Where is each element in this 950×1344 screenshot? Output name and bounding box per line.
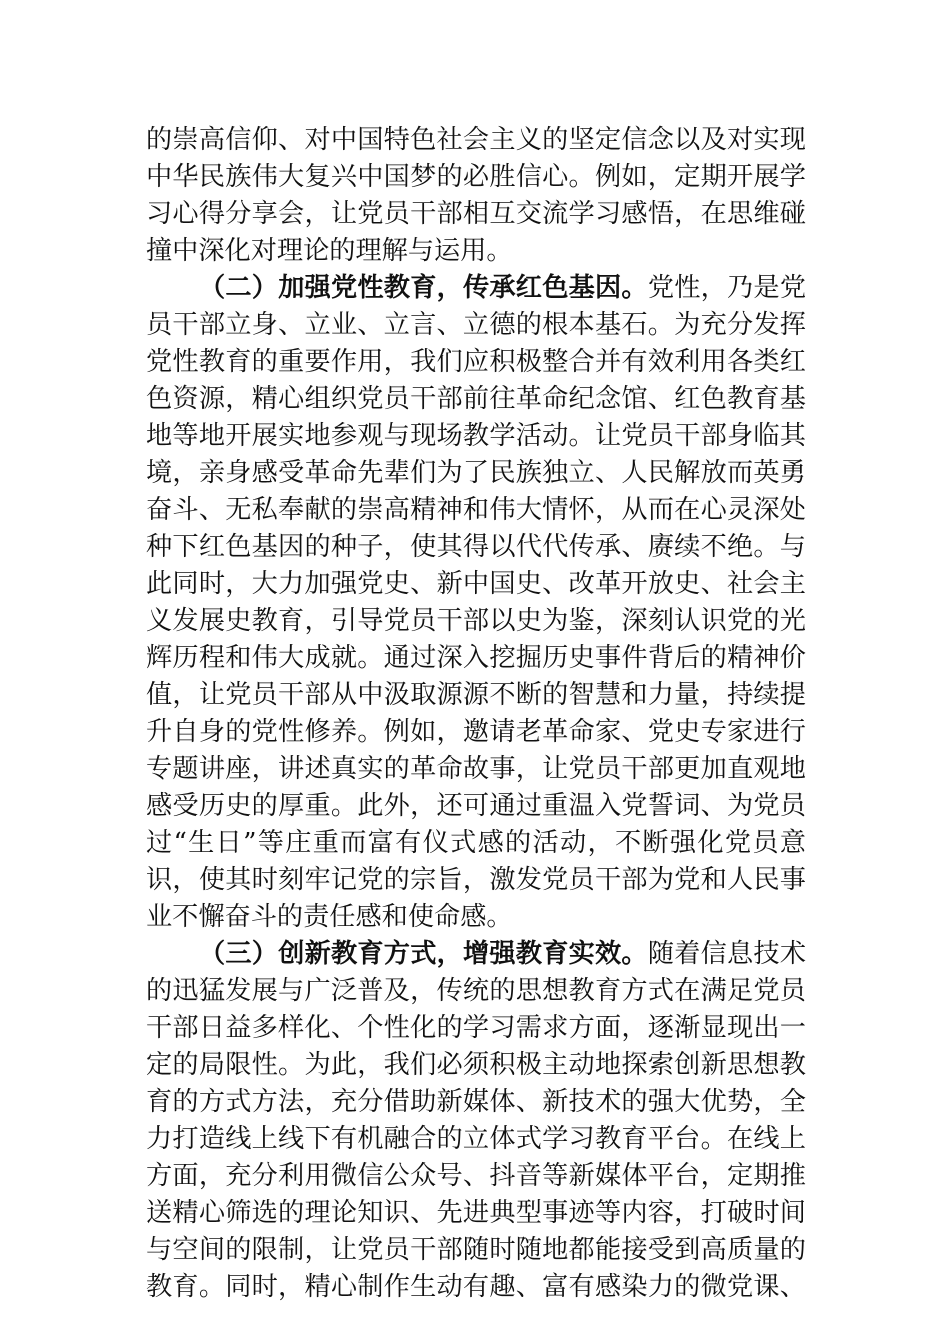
text-line: 种下红色基因的种子，使其得以代代传承、赓续不绝。与 [146, 532, 806, 562]
text-line: 力打造线上线下有机融合的立体式学习教育平台。在线上 [146, 1124, 806, 1154]
text-line: 员干部立身、立业、立言、立德的根本基石。为充分发挥 [146, 310, 806, 340]
text-line: 的迅猛发展与广泛普及，传统的思想教育方式在满足党员 [146, 976, 806, 1006]
text-line: 的崇高信仰、对中国特色社会主义的坚定信念以及对实现 [146, 125, 806, 155]
section-heading-line: （三）创新教育方式，增强教育实效。随着信息技术 [199, 938, 807, 969]
text-line: 党性教育的重要作用，我们应积极整合并有效利用各类红 [146, 347, 806, 377]
text-line: 撞中深化对理论的理解与运用。 [146, 236, 513, 266]
text-line: 中华民族伟大复兴中国梦的必胜信心。例如，定期开展学 [146, 162, 806, 192]
text-line: 与空间的限制，让党员干部随时随地都能接受到高质量的 [146, 1235, 806, 1265]
text-line: 地等地开展实地参观与现场教学活动。让党员干部身临其 [146, 421, 806, 451]
text-line: 感受历史的厚重。此外，还可通过重温入党誓词、为党员 [146, 791, 806, 821]
text-line: 教育。同时，精心制作生动有趣、富有感染力的微党课、 [146, 1272, 806, 1302]
text-line: 升自身的党性修养。例如，邀请老革命家、党史专家进行 [146, 717, 806, 747]
text-line: 义发展史教育，引导党员干部以史为鉴，深刻认识党的光 [146, 606, 806, 636]
text-line: 境，亲身感受革命先辈们为了民族独立、人民解放而英勇 [146, 458, 806, 488]
text-line: 辉历程和伟大成就。通过深入挖掘历史事件背后的精神价 [146, 643, 806, 673]
text-line: 方面，充分利用微信公众号、抖音等新媒体平台，定期推 [146, 1161, 806, 1191]
text-line: 干部日益多样化、个性化的学习需求方面，逐渐显现出一 [146, 1013, 806, 1043]
section-heading: （二）加强党性教育，传承红色基因。 [199, 272, 648, 303]
text-line: 此同时，大力加强党史、新中国史、改革开放史、社会主 [146, 569, 806, 599]
text-line: 值，让党员干部从中汲取源源不断的智慧和力量，持续提 [146, 680, 806, 710]
text-line: 过“生日”等庄重而富有仪式感的活动，不断强化党员意 [146, 828, 806, 858]
text-line: 育的方式方法，充分借助新媒体、新技术的强大优势，全 [146, 1087, 806, 1117]
text-line: 色资源，精心组织党员干部前往革命纪念馆、红色教育基 [146, 384, 806, 414]
section-heading-line: （二）加强党性教育，传承红色基因。党性，乃是党 [199, 272, 807, 303]
text-line: 定的局限性。为此，我们必须积极主动地探索创新思想教 [146, 1050, 806, 1080]
text-line: 业不懈奋斗的责任感和使命感。 [146, 902, 513, 932]
text-line: 识，使其时刻牢记党的宗旨，激发党员干部为党和人民事 [146, 865, 806, 895]
section-heading: （三）创新教育方式，增强教育实效。 [199, 938, 648, 969]
text-line: 送精心筛选的理论知识、先进典型事迹等内容，打破时间 [146, 1198, 806, 1228]
text-line: 习心得分享会，让党员干部相互交流学习感悟，在思维碰 [146, 199, 806, 229]
text-line: 专题讲座，讲述真实的革命故事，让党员干部更加直观地 [146, 754, 806, 784]
text-line: 奋斗、无私奉献的崇高精神和伟大情怀，从而在心灵深处 [146, 495, 806, 525]
